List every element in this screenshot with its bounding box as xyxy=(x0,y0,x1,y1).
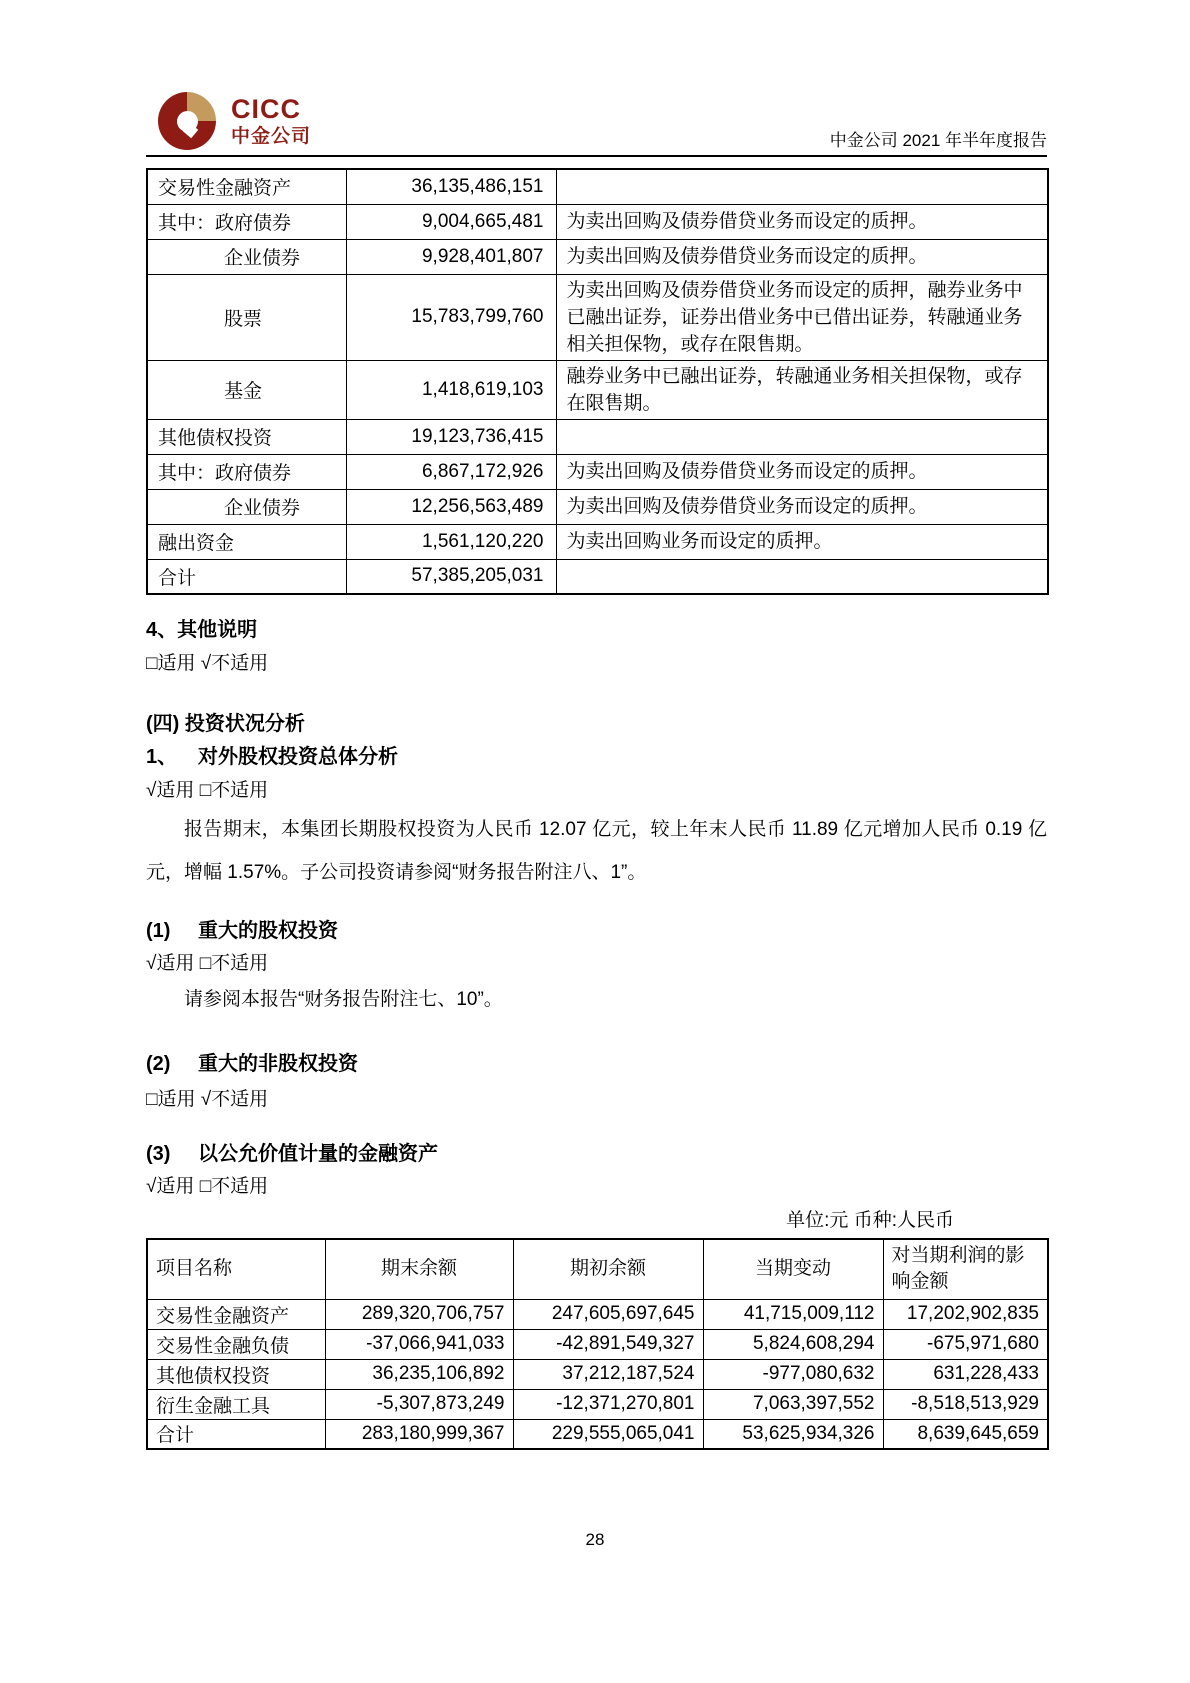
section-number: (2) xyxy=(146,1053,171,1075)
table-row-total xyxy=(147,1419,1048,1449)
row-label: 其中：政府债券 xyxy=(147,454,346,489)
row-amount: 9,004,665,481 xyxy=(346,204,556,239)
cell-opening: -12,371,270,801 xyxy=(513,1389,703,1419)
row-amount: 9,928,401,807 xyxy=(346,239,556,274)
row-note xyxy=(556,419,1048,454)
row-amount: 36,135,486,151 xyxy=(346,169,556,204)
table-row xyxy=(147,360,1048,419)
col-header-profit-impact: 对当期利润的影响金额 xyxy=(883,1239,1048,1299)
row-note xyxy=(556,169,1048,204)
section-number: (1) xyxy=(146,920,171,942)
table-row xyxy=(147,524,1048,559)
cell-opening: -42,891,549,327 xyxy=(513,1329,703,1359)
row-note: 为卖出回购及债券借贷业务而设定的质押，融券业务中已融出证券，证券出借业务中已借出证券，转融通业务相关担保物，或存在限售期。 xyxy=(556,274,1048,360)
row-amount: 12,256,563,489 xyxy=(346,489,556,524)
cell-profit-impact: -675,971,680 xyxy=(883,1329,1048,1359)
fair-value-assets-table xyxy=(146,1238,1049,1450)
table-header-row xyxy=(147,1239,1048,1299)
applicability-line: □适用 √不适用 xyxy=(146,653,269,674)
row-amount: 57,385,205,031 xyxy=(346,559,556,594)
applicability-line: √适用 □不适用 xyxy=(146,1176,269,1197)
row-note xyxy=(556,559,1048,594)
applicability-line: √适用 □不适用 xyxy=(146,780,269,801)
cell-item-name: 其他债权投资 xyxy=(147,1359,325,1389)
applicability-line: □适用 √不适用 xyxy=(146,1089,269,1110)
table-row xyxy=(147,1389,1048,1419)
report-title: 中金公司 2021 年半年度报告 xyxy=(829,131,1047,150)
table-row xyxy=(147,454,1048,489)
cell-closing: -37,066,941,033 xyxy=(325,1329,513,1359)
row-label: 融出资金 xyxy=(147,524,346,559)
section-number: (3) xyxy=(146,1143,171,1165)
cell-item-name: 交易性金融资产 xyxy=(147,1299,325,1329)
cell-profit-impact: 631,228,433 xyxy=(883,1359,1048,1389)
section-number: (四) xyxy=(146,713,180,735)
section-label: 重大的股权投资 xyxy=(198,920,338,942)
section-label: 对外股权投资总体分析 xyxy=(198,746,398,768)
row-amount: 15,783,799,760 xyxy=(346,274,556,360)
table-row xyxy=(147,1359,1048,1389)
table-row xyxy=(147,204,1048,239)
cell-item-name: 合计 xyxy=(147,1419,325,1449)
major-equity-body: 请参阅本报告“财务报告附注七、10”。 xyxy=(184,989,503,1010)
cell-profit-impact: 8,639,645,659 xyxy=(883,1419,1048,1449)
cell-change: 5,824,608,294 xyxy=(703,1329,883,1359)
row-note: 为卖出回购及债券借贷业务而设定的质押。 xyxy=(556,454,1048,489)
cell-closing: 36,235,106,892 xyxy=(325,1359,513,1389)
row-note: 为卖出回购业务而设定的质押。 xyxy=(556,524,1048,559)
col-header-item-name: 项目名称 xyxy=(147,1239,325,1299)
table-row xyxy=(147,274,1048,360)
row-label: 企业债券 xyxy=(147,489,346,524)
section-title-major-non-equity xyxy=(146,1052,1047,1076)
applicability-line: √适用 □不适用 xyxy=(146,953,269,974)
section-title-other-notes: 4、其他说明 xyxy=(146,619,258,641)
row-label: 企业债券 xyxy=(147,239,346,274)
equity-overall-paragraph: 报告期末，本集团长期股权投资为人民币 12.07 亿元，较上年末人民币 11.89 亿元增加人民币 0.19 亿元，增幅 1.57%。子公司投资请参阅“财务报告附注八、1”。 xyxy=(146,819,1047,883)
row-label: 股票 xyxy=(147,274,346,360)
row-note: 融券业务中已融出证券，转融通业务相关担保物，或存在限售期。 xyxy=(556,360,1048,419)
pledged-assets-table xyxy=(146,168,1049,595)
section-label: 以公允价值计量的金融资产 xyxy=(198,1143,438,1165)
section-title-fair-value-assets xyxy=(146,1142,1047,1166)
table-row xyxy=(147,169,1048,204)
table-row-total xyxy=(147,559,1048,594)
table-row xyxy=(147,1329,1048,1359)
row-label: 基金 xyxy=(147,360,346,419)
section-title-investment-analysis xyxy=(146,712,1047,736)
cell-change: 53,625,934,326 xyxy=(703,1419,883,1449)
table-row xyxy=(147,239,1048,274)
section-title-equity-overall xyxy=(146,745,1047,769)
col-header-change: 当期变动 xyxy=(703,1239,883,1299)
cell-profit-impact: -8,518,513,929 xyxy=(883,1389,1048,1419)
cicc-logo-icon xyxy=(158,92,216,150)
section-label: 投资状况分析 xyxy=(184,713,305,735)
row-label: 合计 xyxy=(147,559,346,594)
cell-change: 41,715,009,112 xyxy=(703,1299,883,1329)
row-note: 为卖出回购及债券借贷业务而设定的质押。 xyxy=(556,239,1048,274)
row-label: 其他债权投资 xyxy=(147,419,346,454)
cell-opening: 229,555,065,041 xyxy=(513,1419,703,1449)
cicc-logo-text xyxy=(231,96,311,146)
cell-closing: 289,320,706,757 xyxy=(325,1299,513,1329)
table-row xyxy=(147,419,1048,454)
col-header-opening: 期初余额 xyxy=(513,1239,703,1299)
table-row xyxy=(147,1299,1048,1329)
cell-closing: -5,307,873,249 xyxy=(325,1389,513,1419)
logo-latin-label: CICC xyxy=(231,94,301,124)
section-label: 重大的非股权投资 xyxy=(198,1053,358,1075)
section-number: 1、 xyxy=(146,746,178,768)
row-amount: 1,418,619,103 xyxy=(346,360,556,419)
section-title-major-equity xyxy=(146,919,1047,943)
unit-currency-note: 单位:元 币种:人民币 xyxy=(786,1210,954,1231)
cell-change: 7,063,397,552 xyxy=(703,1389,883,1419)
table-row xyxy=(147,489,1048,524)
page-number: 28 xyxy=(585,1530,605,1549)
cell-item-name: 衍生金融工具 xyxy=(147,1389,325,1419)
cell-item-name: 交易性金融负债 xyxy=(147,1329,325,1359)
cell-change: -977,080,632 xyxy=(703,1359,883,1389)
cell-closing: 283,180,999,367 xyxy=(325,1419,513,1449)
cell-opening: 37,212,187,524 xyxy=(513,1359,703,1389)
row-amount: 6,867,172,926 xyxy=(346,454,556,489)
row-amount: 19,123,736,415 xyxy=(346,419,556,454)
row-amount: 1,561,120,220 xyxy=(346,524,556,559)
header-divider xyxy=(146,155,1047,157)
row-label: 其中：政府债券 xyxy=(147,204,346,239)
col-header-closing: 期末余额 xyxy=(325,1239,513,1299)
cell-profit-impact: 17,202,902,835 xyxy=(883,1299,1048,1329)
row-note: 为卖出回购及债券借贷业务而设定的质押。 xyxy=(556,204,1048,239)
cell-opening: 247,605,697,645 xyxy=(513,1299,703,1329)
row-label: 交易性金融资产 xyxy=(147,169,346,204)
row-note: 为卖出回购及债券借贷业务而设定的质押。 xyxy=(556,489,1048,524)
logo-chinese-label: 中金公司 xyxy=(231,126,312,147)
